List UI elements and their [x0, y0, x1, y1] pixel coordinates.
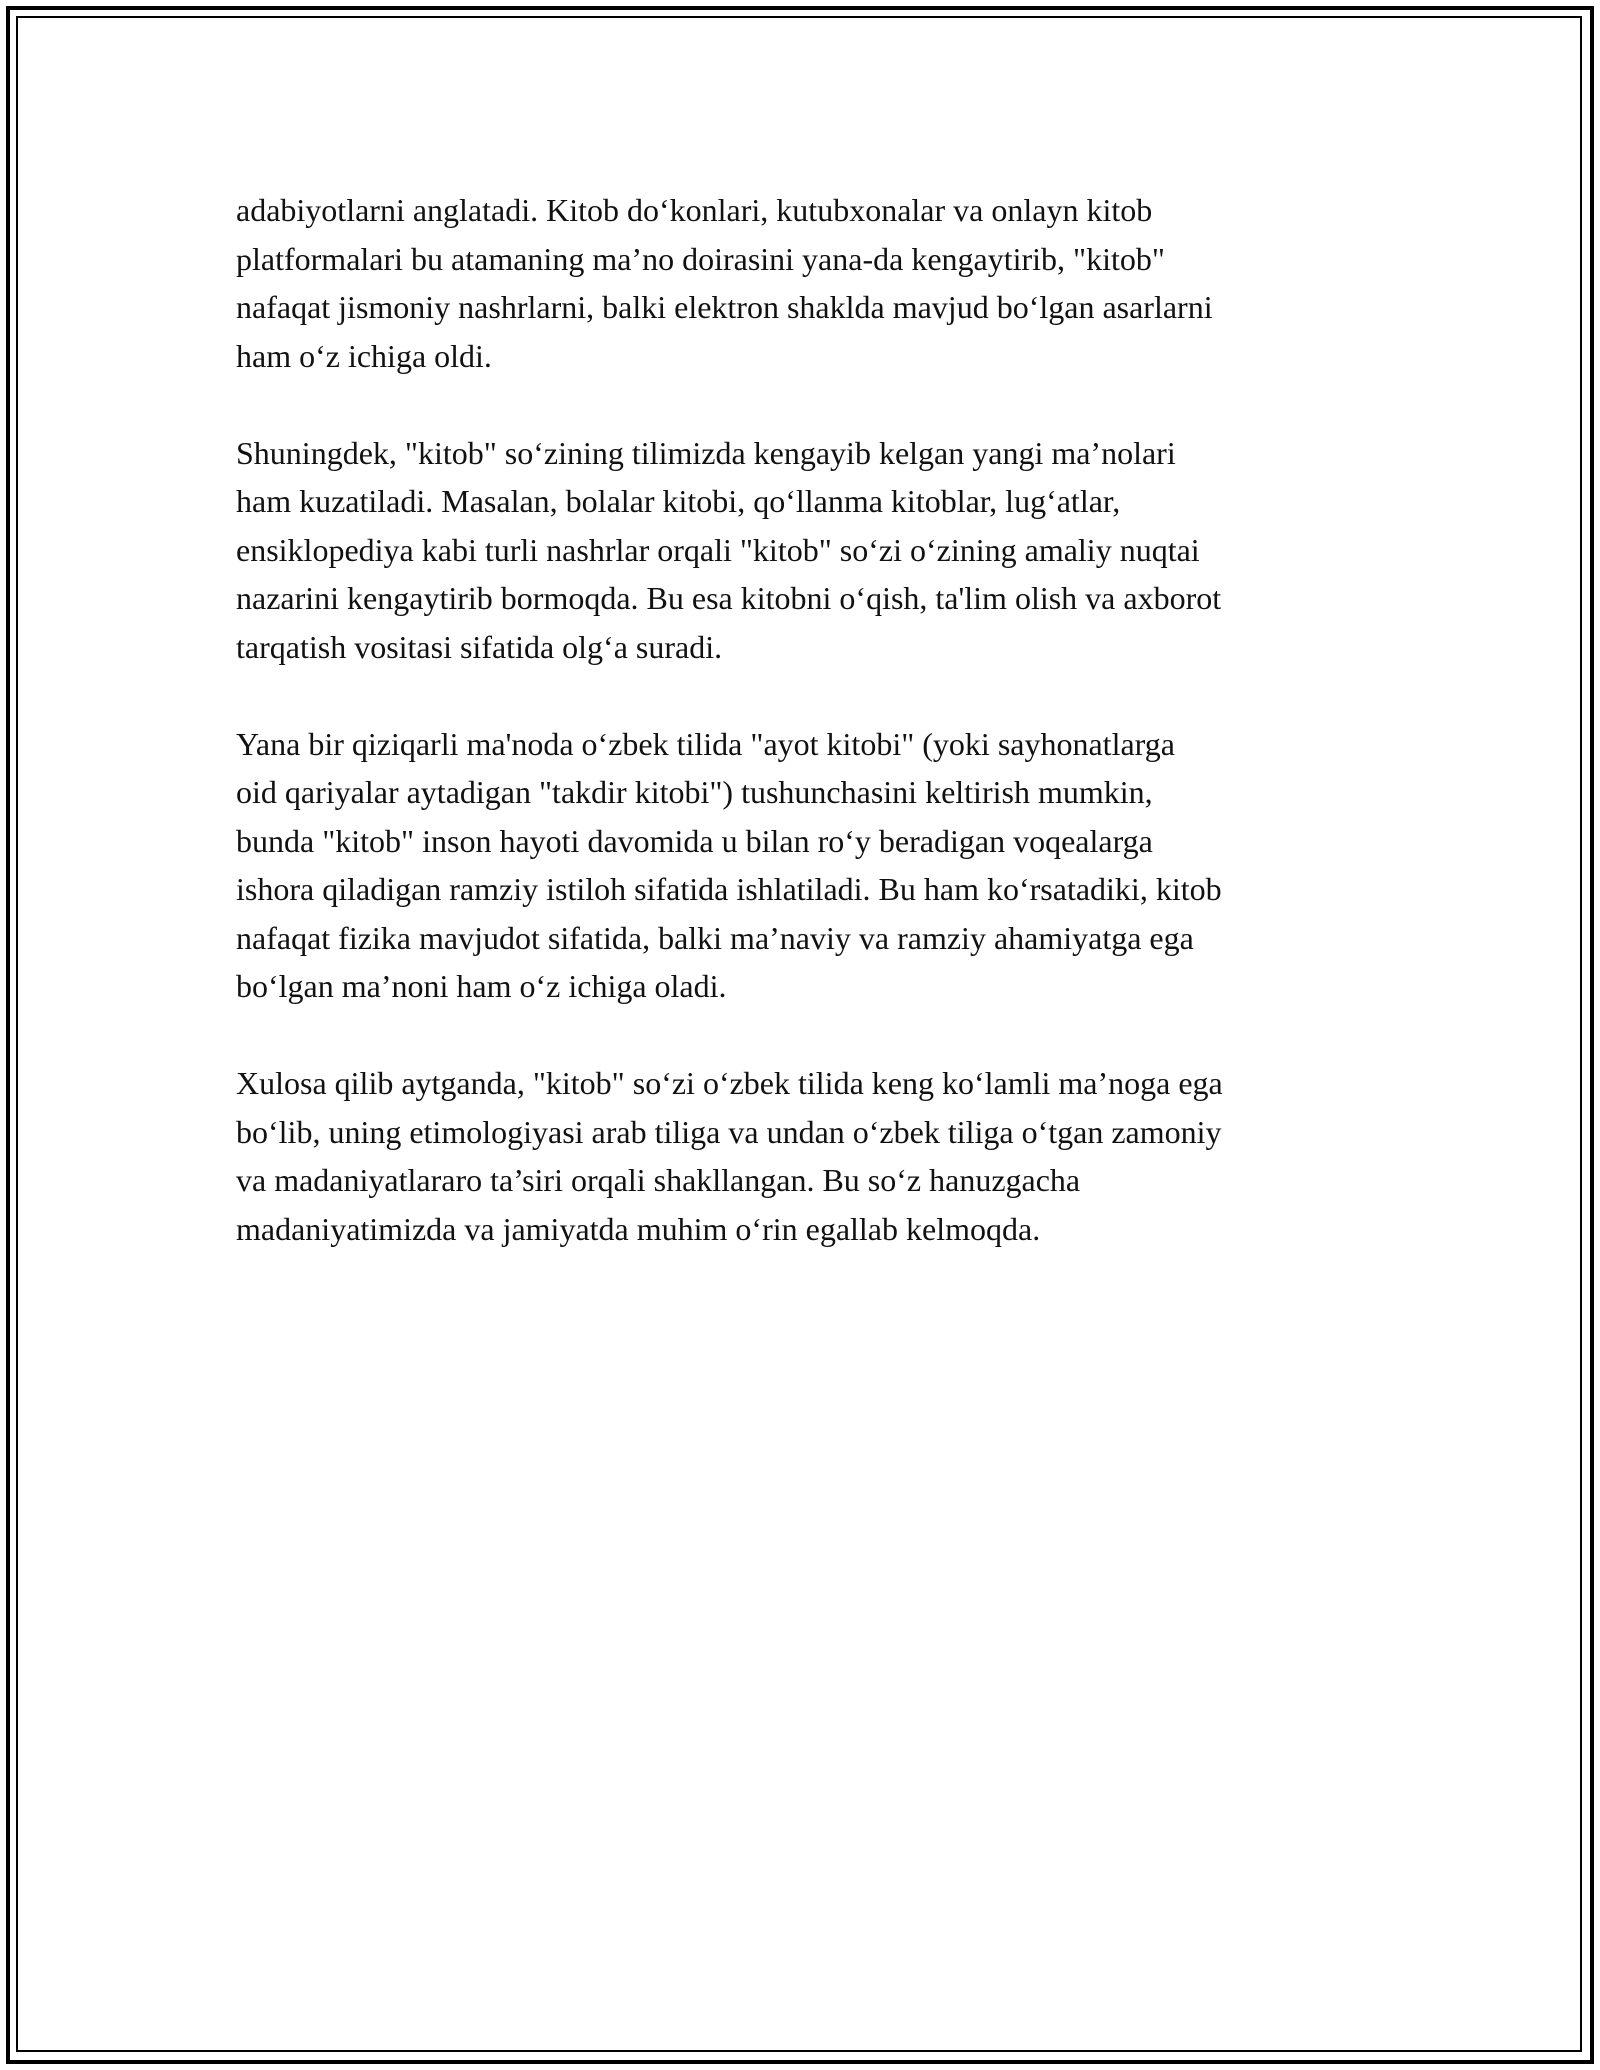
text-line: Xulosa qilib aytganda, "kitob" so‘zi o‘zbek tilida keng ko‘lamli ma’noga ega — [236, 1065, 1223, 1101]
text-line: tarqatish vositasi sifatida olg‘a suradi. — [236, 628, 723, 665]
text-line: platformalari bu atamaning ma’no doirasini yana-da kengaytirib, "kitob" — [236, 240, 1165, 277]
text-line: madaniyatimizda va jamiyatda muhim o‘rin egallab kelmoqda. — [236, 1210, 1041, 1247]
text-line: Yana bir qiziqarli ma'noda o‘zbek tilida "ayot kitobi" (yoki sayhonatlarga — [236, 725, 1175, 762]
document-body — [236, 186, 1376, 1302]
text-line: bo‘lgan ma’noni ham o‘z ichiga oladi. — [236, 968, 727, 1004]
text-line: nafaqat fizika mavjudot sifatida, balki ma’naviy va ramziy ahamiyatga ega — [236, 919, 1194, 956]
text-line: va madaniyatlararo ta’siri orqali shakllangan. Bu so‘z hanuzgacha — [236, 1162, 1081, 1198]
paragraph-2 — [236, 429, 1376, 672]
text-line: Shuningdek, "kitob" so‘zining tilimizda kengayib kelgan yangi ma’nolari — [236, 434, 1176, 471]
text-line: ensiklopediya kabi turli nashrlar orqali "kitob" so‘zi o‘zining amaliy nuqtai — [236, 531, 1200, 568]
paragraph-3 — [236, 720, 1376, 1011]
text-line: oid qariyalar aytadigan "takdir kitobi") tushunchasini keltirish mumkin, — [236, 774, 1153, 810]
text-line: ham kuzatiladi. Masalan, bolalar kitobi, qo‘llanma kitoblar, lug‘atlar, — [236, 483, 1121, 519]
text-line: nafaqat jismoniy nashrlarni, balki elektron shaklda mavjud bo‘lgan asarlarni — [236, 289, 1213, 325]
text-line: adabiyotlarni anglatadi. Kitob do‘konlari, kutubxonalar va onlayn kitob — [236, 192, 1153, 228]
text-line: nazarini kengaytirib bormoqda. Bu esa kitobni o‘qish, ta'lim olish va axborot — [236, 580, 1222, 616]
paragraph-1 — [236, 186, 1376, 380]
text-line: bo‘lib, uning etimologiyasi arab tiliga va undan o‘zbek tiliga o‘tgan zamoniy — [236, 1113, 1222, 1150]
text-line: bunda "kitob" inson hayoti davomida u bilan ro‘y beradigan voqealarga — [236, 822, 1153, 859]
text-line: ham o‘z ichiga oldi. — [236, 337, 492, 374]
paragraph-4 — [236, 1059, 1376, 1253]
text-line: ishora qiladigan ramziy istiloh sifatida ishlatiladi. Bu ham ko‘rsatadiki, kitob — [236, 871, 1222, 907]
